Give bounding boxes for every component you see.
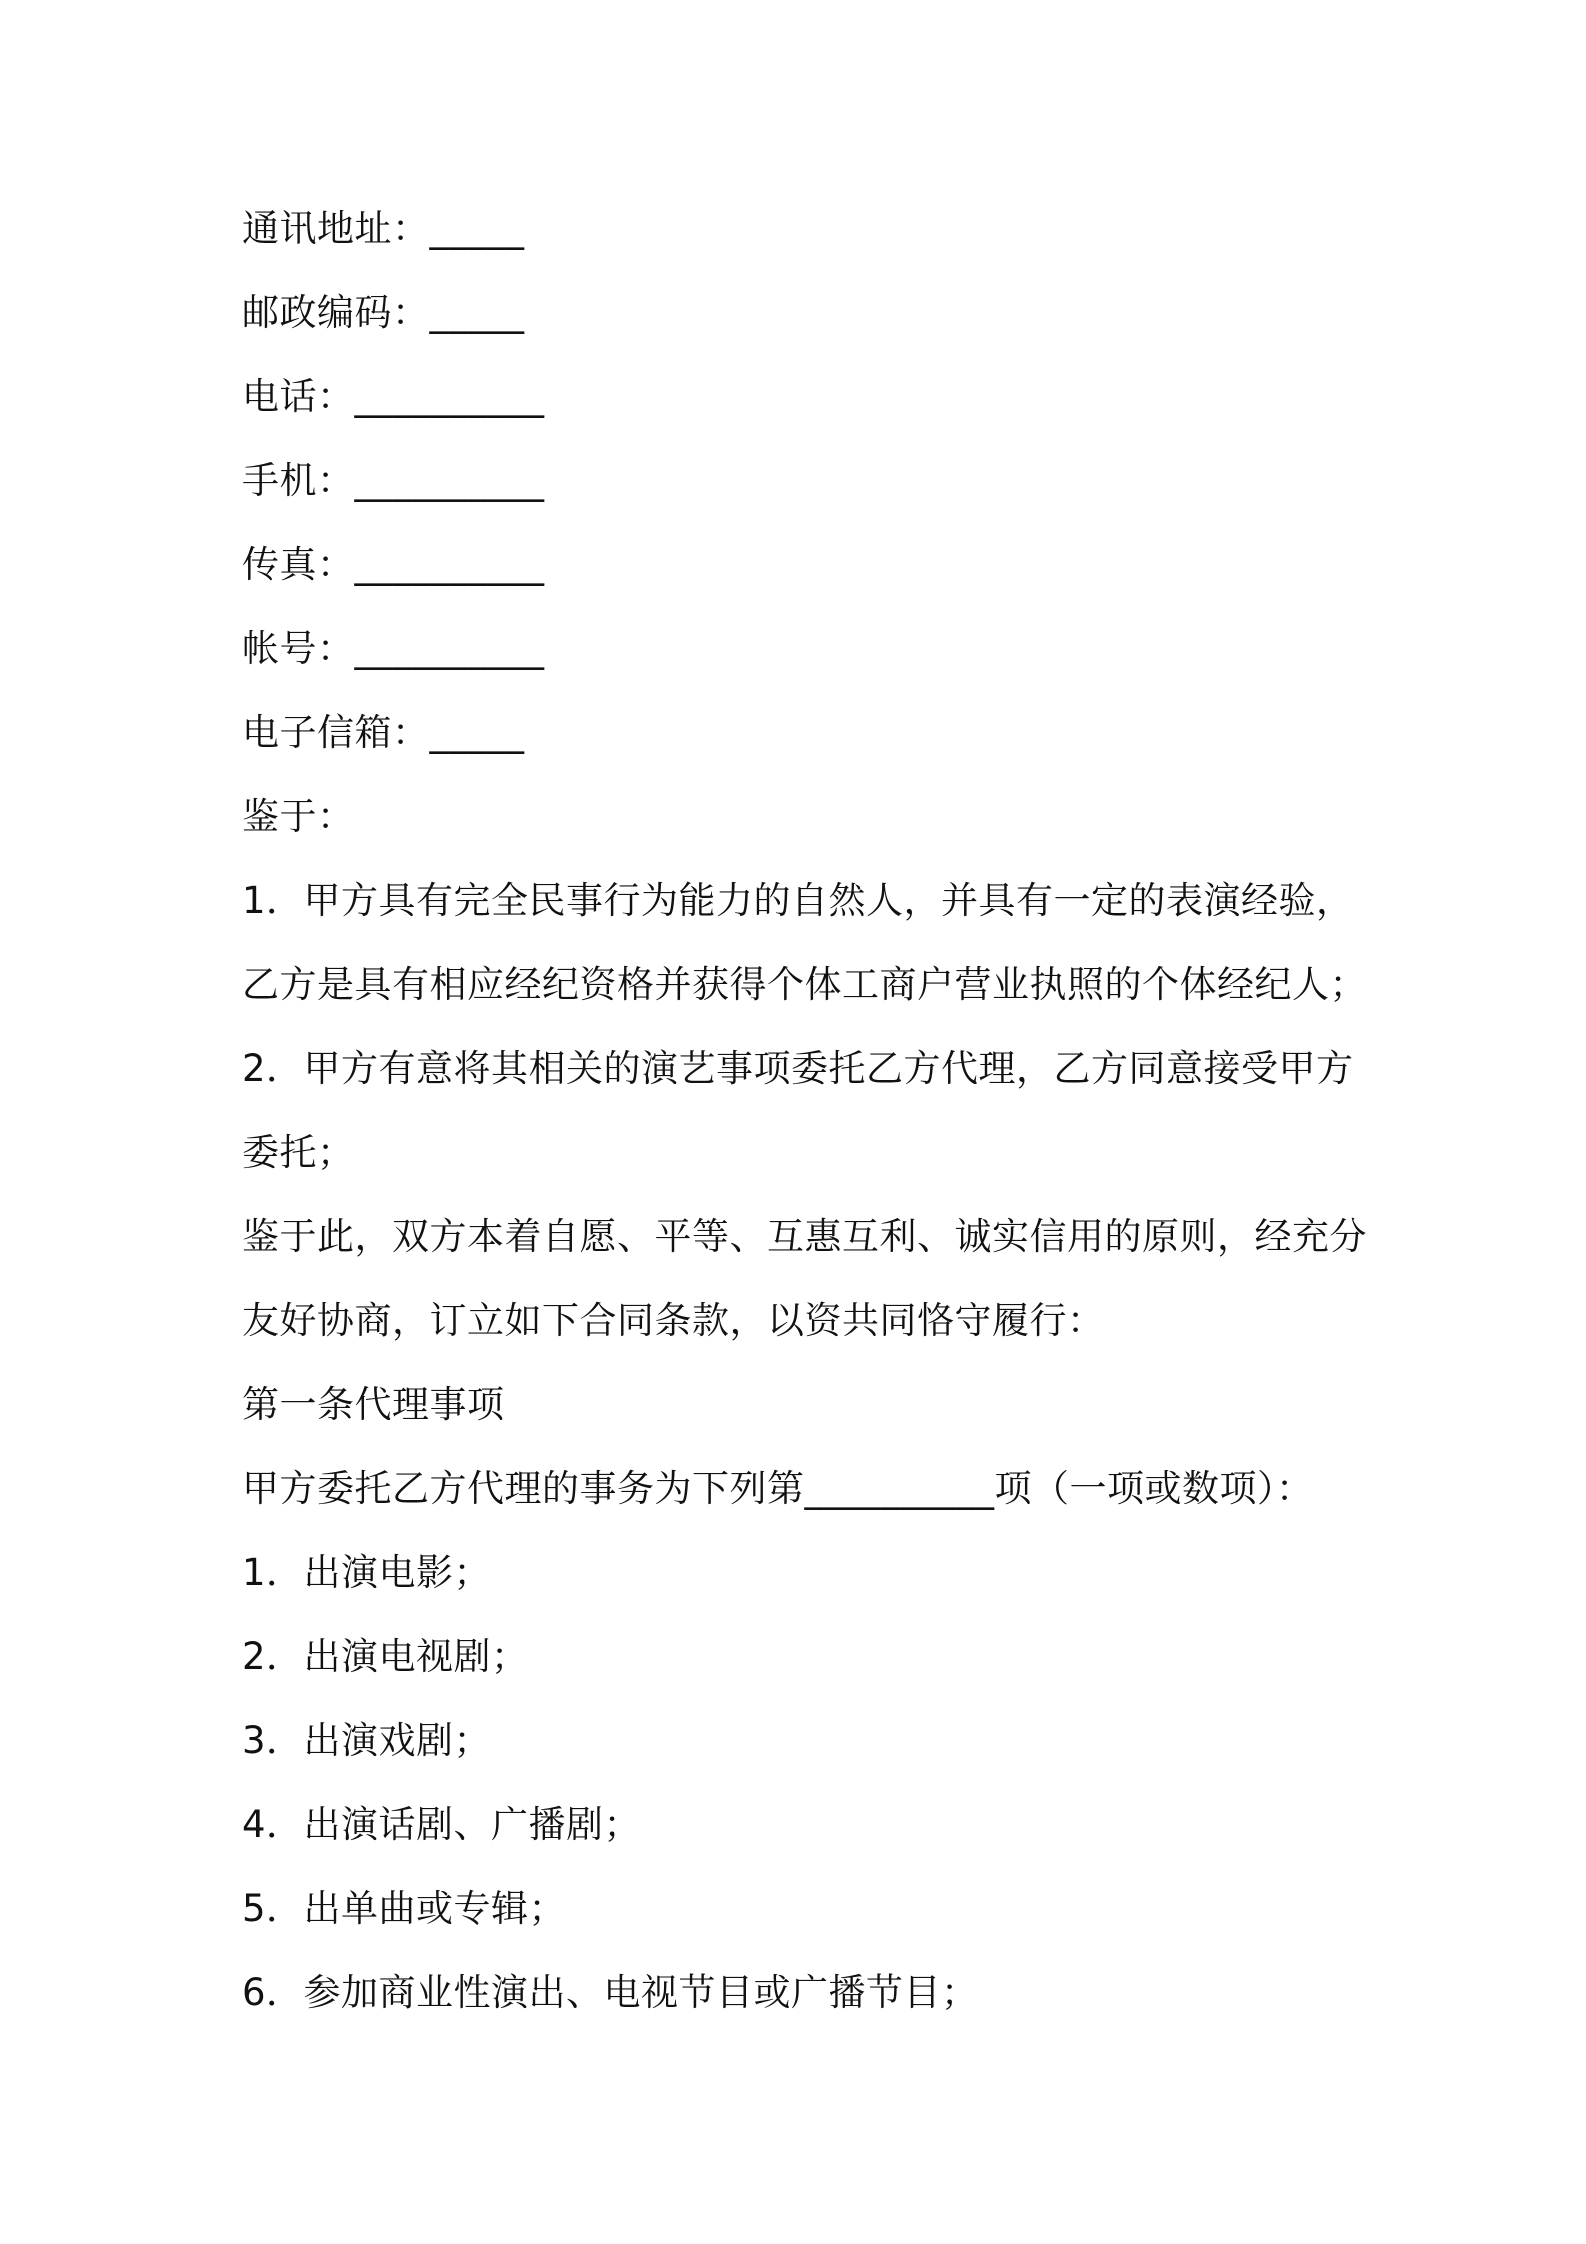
article-1-intro: 甲方委托乙方代理的事务为下列第__________项（一项或数项）：: [242, 1467, 1314, 1510]
agreement-paragraph-line-2: 友好协商，订立如下合同条款，以资共同恪守履行：: [242, 1299, 1105, 1342]
whereas-item-2-line-2: 委托；: [242, 1131, 355, 1174]
fax-line: 传真：__________: [242, 543, 545, 586]
agreement-paragraph-line-1: 鉴于此，双方本着自愿、平等、互惠互利、诚实信用的原则，经充分: [242, 1215, 1367, 1258]
list-item: 1．出演电影；: [242, 1551, 492, 1594]
whereas-item-1-line-1: 1．甲方具有完全民事行为能力的自然人，并具有一定的表演经验，: [242, 879, 1354, 922]
list-item: 5．出单曲或专辑；: [242, 1887, 567, 1930]
mobile-line: 手机：__________: [242, 459, 545, 502]
phone-line: 电话：__________: [242, 375, 545, 418]
whereas-item-2-line-1: 2．甲方有意将其相关的演艺事项委托乙方代理，乙方同意接受甲方: [242, 1047, 1354, 1090]
list-item: 3．出演戏剧；: [242, 1719, 492, 1762]
list-item: 2．出演电视剧；: [242, 1635, 529, 1678]
list-item: 6．参加商业性演出、电视节目或广播节目；: [242, 1971, 979, 2014]
email-line: 电子信箱：_____: [242, 711, 525, 754]
postcode-line: 邮政编码：_____: [242, 291, 525, 334]
address-line: 通讯地址：_____: [242, 207, 525, 250]
whereas-item-1-line-2: 乙方是具有相应经纪资格并获得个体工商户营业执照的个体经纪人；: [242, 963, 1367, 1006]
account-line: 帐号：__________: [242, 627, 545, 670]
document-page: [242, 203, 1367, 2051]
list-item: 4．出演话剧、广播剧；: [242, 1803, 642, 1846]
article-1-heading: 第一条代理事项: [242, 1383, 505, 1426]
whereas-heading: 鉴于：: [242, 795, 355, 838]
